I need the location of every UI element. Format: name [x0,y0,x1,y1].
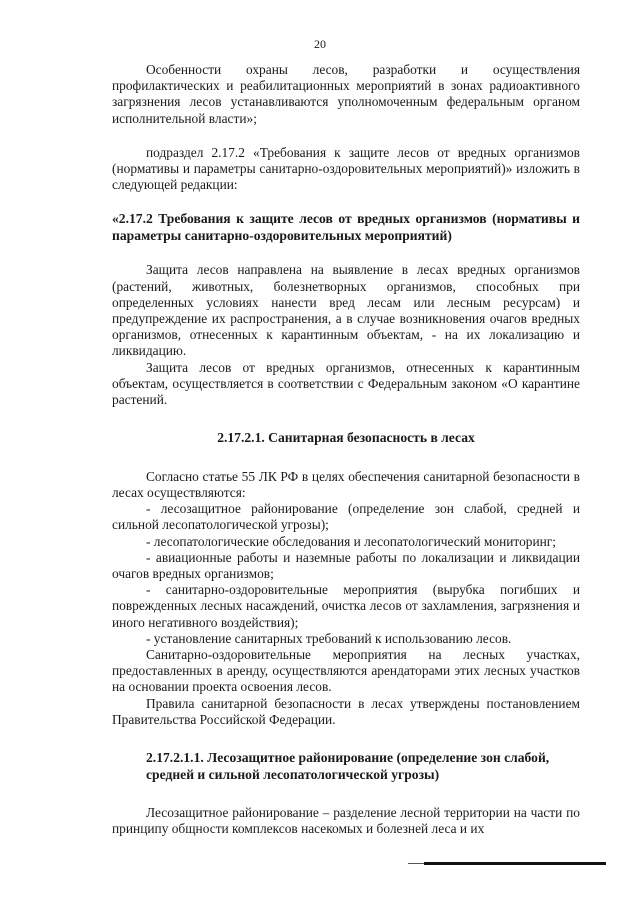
list-item: - лесопатологические обследования и лесопатологический мониторинг; [146,533,557,549]
footer-rule [424,862,606,865]
paragraph-sanitary-rules: Правила санитарной безопасности в лесах утверждены постановлением Правительства Российской Федерации. [112,695,580,727]
paragraph-subsection-amendment: подраздел 2.17.2 «Требования к защите лесов от вредных организмов (нормативы и параметры санитарно-оздоровительных мероприятий)» изложить в следующей редакции: [112,144,580,193]
paragraph-quarantine-law: Защита лесов от вредных организмов, отнесенных к карантинным объектам, осуществляется в соответствии с Федеральным законом «О карантине растений. [112,359,580,408]
document-body [112,62,580,837]
section-heading-2-17-2-1: 2.17.2.1. Санитарная безопасность в лесах [217,430,475,446]
paragraph-leased-plots: Санитарно-оздоровительные мероприятия на лесных участках, предоставленных в аренду, осуществляются арендаторами этих лесных участков на основании проекта освоения лесов. [112,646,580,695]
paragraph-forest-protection-purpose: Защита лесов направлена на выявление в лесах вредных организмов (растений, животных, болезнетворных организмов, способных при определенных условиях нанести вред лесам или лесным ресурсам) и предупреждение их распространения, а в случае возникновения очагов вредных организмов, отнесенных к карантинным объектам, - на их локализацию и ликвидацию. [112,262,580,359]
paragraph-zoning-definition: Лесозащитное районирование – разделение лесной территории на части по принципу общности комплексов насекомых и болезней леса и их [112,805,580,837]
page-number: 20 [314,37,326,51]
list-item: - санитарно-оздоровительные мероприятия (вырубка погибших и поврежденных лесных насаждений, очистка лесов от захламления, загрязнения и иного негативного воздействия); [112,582,580,630]
section-heading-2-17-2-1-1: 2.17.2.1.1. Лесозащитное районирование (определение зон слабой, средней и сильной лесопатологической угрозы) [146,750,550,782]
paragraph-radioactive-zones: Особенности охраны лесов, разработки и осуществления профилактических и реабилитационных мероприятий в зонах радиоактивного загрязнения лесов устанавливаются уполномоченным федеральным органом исполнительной власти»; [112,62,580,126]
section-heading-2-17-2: «2.17.2 Требования к защите лесов от вредных организмов (нормативы и параметры санитарно-оздоровительных мероприятий) [112,211,580,243]
list-item: - установление санитарных требований к использованию лесов. [146,630,512,646]
list-item: - лесозащитное районирование (определение зон слабой, средней и сильной лесопатологической угрозы); [112,501,580,533]
list-item: - авиационные работы и наземные работы по локализации и ликвидации очагов вредных организмов; [112,549,580,581]
paragraph-article-55: Согласно статье 55 ЛК РФ в целях обеспечения санитарной безопасности в лесах осуществляются: [112,468,580,500]
